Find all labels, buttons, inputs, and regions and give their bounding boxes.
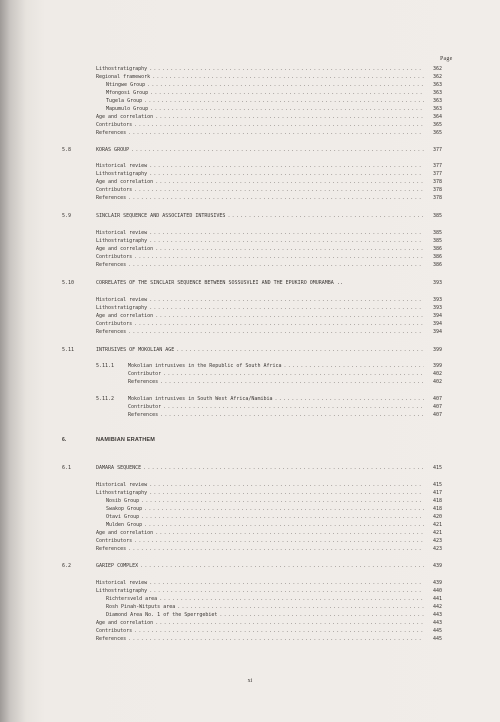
toc-entry: Tugela Group ..... 363 [106,97,442,105]
toc-entry: References ..... 423 [96,545,442,553]
toc-entry: Ntingwe Group ..... 363 [106,81,442,89]
toc-section-heading: INTRUSIVES OF MOKOLIAN AGE ..... 399 [96,346,442,354]
section-number: 5.10 [62,280,75,286]
toc-entry: Lithostratigraphy ..... 417 [96,489,442,497]
toc-entry: Historical review ..... 415 [96,481,442,489]
toc-entry: Nosib Group ..... 418 [106,497,442,505]
toc-entry: Contributors ..... 394 [96,320,442,328]
toc-entry: Mulden Group ..... 421 [106,521,442,529]
toc-entry: Age and correlation ..... 394 [96,312,442,320]
toc-section-heading: DAMARA SEQUENCE ..... 415 [96,464,442,472]
section-number: 5.11 [62,347,75,353]
toc-entry: Diamond Area No. 1 of the Sperrgebiet ..... 443 [106,611,442,619]
toc-entry: Lithostratigraphy ..... 377 [96,170,442,178]
toc-section-heading: CORRELATES OF THE SINCLAIR SEQUENCE BETWEEN SOSSUSVLEI AND THE EPUKIRO OMURAMBA .. 393 [96,280,442,286]
subsection-number: 5.11.1 [96,363,115,369]
toc-section-heading: GARIEP COMPLEX ..... 439 [96,562,442,570]
toc-entry: References ..... 402 [128,378,442,386]
toc-entry: Contributors ..... 378 [96,186,442,194]
toc-entry: Age and correlation ..... 421 [96,529,442,537]
toc-entry: Lithostratigraphy ..... 393 [96,304,442,312]
toc-entry: Historical review ..... 439 [96,579,442,587]
section-number: 6.1 [62,465,72,471]
toc-entry: Regional framework ..... 362 [96,73,442,81]
page-number-footer: xi [247,678,253,684]
toc-entry: Contributors ..... 386 [96,253,442,261]
toc-entry: References ..... 378 [96,194,442,202]
toc-entry: Mfongosi Group ..... 363 [106,89,442,97]
toc-entry: Swakop Group ..... 418 [106,505,442,513]
toc-entry: Contributor ..... 407 [128,403,442,411]
subsection-number: 5.11.2 [96,396,115,402]
toc-entry: References ..... 407 [128,411,442,419]
toc-entry: Lithostratigraphy ..... 385 [96,237,442,245]
toc-entry: Contributors ..... 445 [96,627,442,635]
toc-entry: Otavi Group ..... 420 [106,513,442,521]
toc-entry: References ..... 386 [96,261,442,269]
page-column-header: Page [440,56,453,62]
toc-subsection-heading: Mokolian intrusives in the Republic of South Africa ..... 399 [128,362,442,370]
toc-entry: Historical review ..... 377 [96,162,442,170]
toc-entry: Mapumulo Group ..... 363 [106,105,442,113]
toc-entry: Age and correlation ..... 378 [96,178,442,186]
toc-entry: Age and correlation ..... 364 [96,113,442,121]
toc-entry: Contributors ..... 423 [96,537,442,545]
toc-entry: References ..... 445 [96,635,442,643]
toc-entry: Historical review ..... 393 [96,296,442,304]
toc-entry: Contributors ..... 365 [96,121,442,129]
toc-entry: Age and correlation ..... 443 [96,619,442,627]
chapter-number: 6. [62,437,67,443]
section-number: 6.2 [62,563,72,569]
chapter-heading: NAMIBIAN ERATHEM [96,437,156,443]
section-number: 5.8 [62,147,72,153]
toc-entry: Lithostratigraphy ..... 440 [96,587,442,595]
toc-entry: Rosh Pinah-Witputs area ..... 442 [106,603,442,611]
toc-entry: References ..... 394 [96,328,442,336]
section-number: 5.9 [62,213,72,219]
toc-entry: Age and correlation ..... 386 [96,245,442,253]
toc-entry: Richtersveld area ..... 441 [106,595,442,603]
toc-entry: Historical review ..... 385 [96,229,442,237]
toc-section-heading: KORAS GROUP ..... 377 [96,146,442,154]
toc-section-heading: SINCLAIR SEQUENCE AND ASSOCIATED INTRUSIVES ..... 385 [96,212,442,220]
toc-entry: Contributor ..... 402 [128,370,442,378]
toc-entry: References ..... 365 [96,129,442,137]
toc-entry: Lithostratigraphy ..... 362 [96,65,442,73]
toc-subsection-heading: Mokolian intrusives in South West Africa/Namibia ..... 407 [128,395,442,403]
